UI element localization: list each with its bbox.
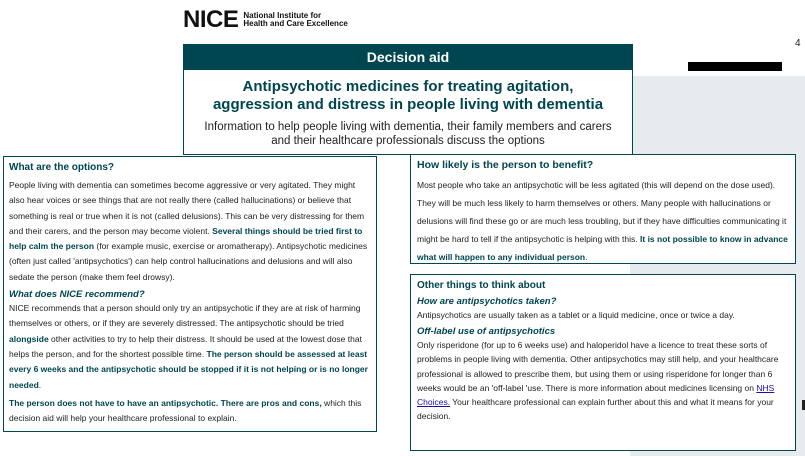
page-number: 4 — [795, 38, 801, 49]
title-box — [183, 70, 633, 155]
taken-text: Antipsychotics are usually taken as a tablet or a liquid medicine, once or twice a day. — [417, 310, 735, 320]
logo-mark: NICE — [183, 6, 239, 33]
other-heading: Other things to think about — [417, 280, 546, 291]
logo-line-1: National Institute for — [243, 11, 322, 20]
logo-line-2: Health and Care Excellence — [243, 19, 348, 28]
nice-logo — [183, 8, 348, 32]
logo-text — [243, 12, 348, 28]
nhs-choices-link[interactable]: NHS Choices. — [417, 382, 775, 408]
options-paragraph-1: People living with dementia can sometimes become aggressive or very agitated. They might also hear voices or see things that are not really there (called hallucinations) or believe that something is real or true when it is not (called delusions). This can be very distressing for them and their carers, and the person may become violent. Several things should be tried first to help calm the person (for example music, exercise or aromatherapy). Antipsychotic medicines (often just called 'antipsychotics') can help control hallucinations and delusions and will also sedate the person (make them feel drowsy). — [9, 180, 368, 282]
banner: Decision aid — [183, 44, 633, 70]
offlabel-text: Only risperidone (for up to 6 weeks use) and haloperidol have a licence to treat these sorts of problems in people living with dementia. Other antipsychotics may still help, and your healthcare professional is allowed to prescribe them, but using them or using risperidone for longer than 6 weeks would be an 'off-label 'use. There is more information about medicines licensing on NHS Choices. Your healthcare professional can explain further about this and what it means for your decision. — [417, 340, 779, 422]
recommend-heading: What does NICE recommend? — [9, 289, 145, 301]
benefit-heading: How likely is the person to benefit? — [417, 159, 594, 171]
page-title: Antipsychotic medicines for treating agitation, aggression and distress in people living with dementia — [212, 78, 604, 113]
options-paragraph-3: The person does not have to have an antipsychotic. There are pros and cons, which this decision aid will help your healthcare professional to explain. — [9, 397, 362, 424]
options-heading: What are the options? — [9, 162, 114, 173]
taken-heading: How are antipsychotics taken? — [417, 296, 557, 307]
options-box — [3, 156, 377, 432]
redaction-bar — [688, 62, 782, 71]
page-subtitle: Information to help people living with dementia, their family members and carers and their healthcare professionals discuss the options — [204, 121, 612, 147]
offlabel-heading: Off-label use of antipsychotics — [417, 326, 556, 338]
other-box — [410, 274, 796, 451]
benefit-paragraph: Most people who take an antipsychotic will be less agitated (this will depend on the dose used). They will be much less likely to harm themselves or others. Many people with hallucinations or delusions will find these go or are much less troubling, but if they have difficulties communicating it might be hard to tell if the antipsychotic is helping with this. It is not possible to know in advance what will happen to any individual person. — [417, 180, 788, 262]
benefit-box — [410, 154, 796, 264]
options-paragraph-2: NICE recommends that a person should only try an antipsychotic if they are at risk of harming themselves or others, or if they are severely distressed. The antipsychotic should be tried alongside other activities to try to help their distress. It should be used at the lowest dose that helps the person, and for the shortest possible time. The person should be assessed at least every 6 weeks and the antipsychotic should be stopped if it is not helping or is no longer needed. — [9, 303, 368, 390]
